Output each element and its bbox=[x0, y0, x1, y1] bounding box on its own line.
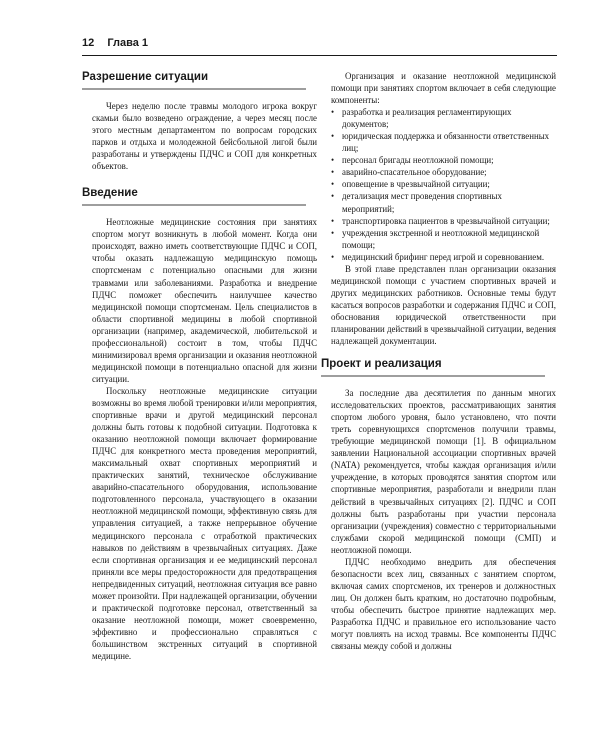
list-item: • учреждения экстренной и неотложной медицинской помощи; bbox=[331, 227, 556, 251]
left-column bbox=[82, 70, 317, 662]
paragraph: Через неделю после травмы молодого игрока вокруг скамьи было возведено ограждение, а через месяц после этого местным департаментом по вопросам городских парков и отдыха и молодежной бейсбольной лигой были разработаны и утверждены ПДЧС и СОП для конкретных объектов. bbox=[92, 101, 317, 172]
heading-underline bbox=[82, 204, 306, 206]
components-list bbox=[331, 106, 556, 263]
section-heading-project bbox=[321, 357, 556, 377]
list-item: • оповещение в чрезвычайной ситуации; bbox=[331, 178, 556, 190]
paragraph: Неотложные медицинские состояния при занятиях спортом могут возникнуть в любой момент. Когда они происходят, важно иметь соответствующие ПДЧС и СОП, чтобы оказать надлежащую медицинскую помощь спортсменам с потенциально опасными для жизни травмами или заболеваниями. Разработка и внедрение ПДЧС поможет обеспечить наилучшее качество медицинской помощи спортсменам. Цель специалистов в области спортивной медицины в любой спортивной организации (например, академической, любительской и профессиональной) состоит в том, чтобы ПДЧС минимизировал время организации и оказания неотложной медицинской помощи в потенциально опасной для жизни ситуации. bbox=[92, 217, 317, 384]
section-title: Разрешение ситуации bbox=[82, 71, 209, 83]
page-header bbox=[82, 37, 557, 49]
section-heading-resolution bbox=[82, 70, 317, 90]
right-column bbox=[321, 70, 556, 652]
paragraph: Организация и оказание неотложной медицинской помощи при занятиях спортом включает в себя следующие компоненты: bbox=[331, 71, 556, 106]
heading-underline bbox=[321, 375, 545, 377]
list-item: • разработка и реализация регламентирующих документов; bbox=[331, 106, 556, 130]
list-item: • медицинский брифинг перед игрой и соревнованием. bbox=[331, 251, 556, 263]
heading-underline bbox=[82, 88, 306, 90]
chapter-title: Глава 1 bbox=[107, 37, 149, 49]
list-item: • юридическая поддержка и обязанности ответственных лиц; bbox=[331, 130, 556, 154]
list-item: • детализация мест проведения спортивных мероприятий; bbox=[331, 190, 556, 214]
header-rule bbox=[82, 55, 557, 56]
page-number: 12 bbox=[82, 37, 95, 49]
section-title: Проект и реализация bbox=[321, 358, 442, 371]
paragraph: ПДЧС необходимо внедрить для обеспечения безопасности всех лиц, связанных с занятием спортом, включая самих спортсменов, их тренеров и должностных лиц. Он должен быть кратким, но достаточно подробным, чтобы обеспечить быстрое принятие надлежащих мер. Разработка ПДЧС и правильное его использование часто могут повлиять на исход травмы. Все компоненты ПДЧС связаны между собой и должны bbox=[331, 556, 556, 652]
paragraph: В этой главе представлен план организации оказания медицинской помощи с участием спортивных врачей и других медицинских работников. Основные темы будут касаться вопросов разработки и содержания ПДЧС и СОП, обоснования юридической ответственности при планировании действий в чрезвычайной ситуации, ведения надлежащей документации. bbox=[331, 263, 556, 347]
list-item: • аварийно-спасательное оборудование; bbox=[331, 166, 556, 178]
list-item: • персонал бригады неотложной помощи; bbox=[331, 154, 556, 166]
list-item: • транспортировка пациентов в чрезвычайной ситуации; bbox=[331, 215, 556, 227]
paragraph: За последние два десятилетия по данным многих исследовательских проектов, рассматривающих занятия спортом любого уровня, было установлено, что почти треть соревнующихся спортсменов получили травмы, требующие медицинской помощи [1]. В официальном заявлении Национальной ассоциации спортивных врачей (NATA) рекомендуется, чтобы каждая организация и/или учреждение, в которых проводятся занятия спортом или спортивные мероприятия, разработали и внедрили план действий в чрезвычайных ситуациях [2]. ПДЧС и СОП должны быть разработаны при участии персонала организации (учреждения) совместно с территориальными службами скорой медицинской помощи (СМП) и неотложной помощи. bbox=[331, 388, 556, 555]
section-heading-introduction bbox=[82, 186, 317, 206]
section-title: Введение bbox=[82, 187, 138, 200]
paragraph: Поскольку неотложные медицинские ситуации возможны во время любой тренировки и/или мероприятия, спортивные врачи и другой медицинский персонал должны быть готовы к подобной ситуации. Подготовка к оказанию неотложной помощи включает формирование ПДЧС для конкретного места проведения мероприятий, максимальный охват спортивных мероприятий и практических занятий, техническое обслуживание аварийно-спасательного оборудования, использование подготовленного персонала, участвующего в оказании неотложной медицинской помощи, эффективную связь для управления ситуацией, а также непрерывное обучение медицинского персонала с отработкой практических навыков по действиям в чрезвычайных ситуациях. Даже если спортивная организация и ее медицинский персонал приняли все меры предосторожности для предотвращения непредвиденных ситуаций, неотложная ситуация все равно может произойти. При надлежащей организации, обучении и практической подготовке персонал, ответственный за оказание неотложной помощи, может своевременно, эффективно и профессионально справляться с большинством экстренных ситуаций в спортивной медицине. bbox=[92, 385, 317, 661]
